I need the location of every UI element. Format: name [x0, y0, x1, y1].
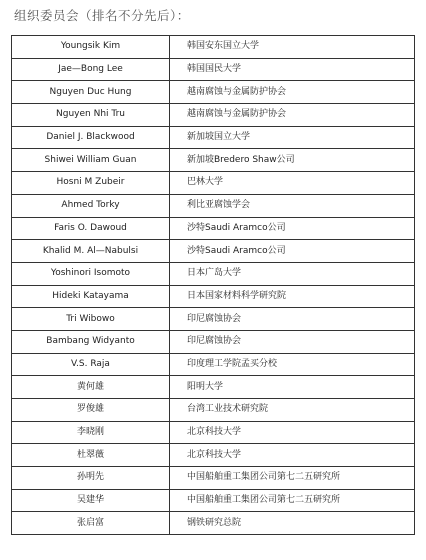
member-organization: 新加坡国立大学 — [170, 126, 415, 149]
member-organization: 新加坡Bredero Shaw公司 — [170, 149, 415, 172]
member-name: Daniel J. Blackwood — [12, 126, 170, 149]
member-name: 罗俊雄 — [12, 399, 170, 422]
table-row — [12, 172, 415, 195]
table-row — [12, 353, 415, 376]
table-row — [12, 36, 415, 59]
table-row — [12, 399, 415, 422]
member-name: 孙明先 — [12, 467, 170, 490]
member-name: Khalid M. Al—Nabulsi — [12, 240, 170, 263]
table-row — [12, 240, 415, 263]
member-organization: 越南腐蚀与金属防护协会 — [170, 104, 415, 127]
member-name: 吴建华 — [12, 489, 170, 512]
member-organization: 印度理工学院孟买分校 — [170, 353, 415, 376]
table-row — [12, 149, 415, 172]
member-organization: 台湾工业技术研究院 — [170, 399, 415, 422]
table-row — [12, 285, 415, 308]
member-organization: 日本国家材料科学研究院 — [170, 285, 415, 308]
member-name: 黄何雄 — [12, 376, 170, 399]
member-name: Hideki Katayama — [12, 285, 170, 308]
member-name: Jae—Bong Lee — [12, 58, 170, 81]
table-row — [12, 308, 415, 331]
member-organization: 北京科技大学 — [170, 444, 415, 467]
member-organization: 日本广岛大学 — [170, 262, 415, 285]
member-organization: 沙特Saudi Aramco公司 — [170, 217, 415, 240]
member-name: Youngsik Kim — [12, 36, 170, 59]
member-name: 李晓刚 — [12, 421, 170, 444]
member-organization: 钢铁研究总院 — [170, 512, 415, 535]
member-organization: 利比亚腐蚀学会 — [170, 194, 415, 217]
member-name: V.S. Raja — [12, 353, 170, 376]
member-organization: 印尼腐蚀协会 — [170, 308, 415, 331]
member-organization: 印尼腐蚀协会 — [170, 330, 415, 353]
member-name: Faris O. Dawoud — [12, 217, 170, 240]
table-row — [12, 126, 415, 149]
member-name: Bambang Widyanto — [12, 330, 170, 353]
table-row — [12, 104, 415, 127]
committee-members-table — [11, 35, 415, 535]
member-name: Hosni M Zubeir — [12, 172, 170, 195]
member-organization: 韩国国民大学 — [170, 58, 415, 81]
table-row — [12, 217, 415, 240]
member-organization: 沙特Saudi Aramco公司 — [170, 240, 415, 263]
member-organization: 韩国安东国立大学 — [170, 36, 415, 59]
table-row — [12, 81, 415, 104]
table-row — [12, 512, 415, 535]
member-organization: 巴林大学 — [170, 172, 415, 195]
committee-members-body — [12, 36, 415, 535]
member-name: 杜翠薇 — [12, 444, 170, 467]
table-row — [12, 376, 415, 399]
table-row — [12, 262, 415, 285]
table-row — [12, 58, 415, 81]
member-name: Nguyen Duc Hung — [12, 81, 170, 104]
member-name: 张启富 — [12, 512, 170, 535]
member-name: Yoshinori Isomoto — [12, 262, 170, 285]
member-name: Shiwei William Guan — [12, 149, 170, 172]
member-organization: 中国船舶重工集团公司第七二五研究所 — [170, 489, 415, 512]
member-organization: 阳明大学 — [170, 376, 415, 399]
table-row — [12, 421, 415, 444]
table-row — [12, 489, 415, 512]
member-organization: 北京科技大学 — [170, 421, 415, 444]
member-name: Nguyen Nhi Tru — [12, 104, 170, 127]
member-name: Ahmed Torky — [12, 194, 170, 217]
committee-heading: 组织委员会（排名不分先后）： — [14, 8, 190, 23]
table-row — [12, 330, 415, 353]
table-row — [12, 467, 415, 490]
member-organization: 越南腐蚀与金属防护协会 — [170, 81, 415, 104]
member-organization: 中国船舶重工集团公司第七二五研究所 — [170, 467, 415, 490]
table-row — [12, 444, 415, 467]
member-name: Tri Wibowo — [12, 308, 170, 331]
table-row — [12, 194, 415, 217]
